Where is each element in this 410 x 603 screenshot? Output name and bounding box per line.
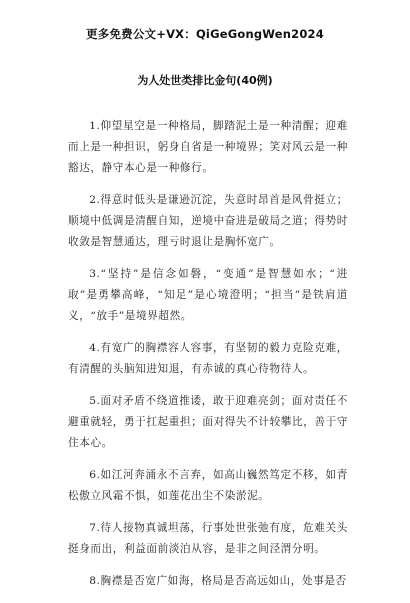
paragraph-3: 3.“坚持”是信念如磐，“变通”是智慧如水；“进取”是勇攀高峰，“知足”是心境澄明；“担当”是铁肩道义，“放手”是境界超然。 <box>68 268 348 322</box>
document-title: 为人处世类排比金句(40例) <box>137 74 273 87</box>
paragraph-2: 2.得意时低头是谦逊沉淀，失意时昂首是风骨挺立；顺境中低调是清醒自知，逆境中奋进是破局之道；得势时收敛是智慧通达，理亏时退让是胸怀宽广。 <box>68 194 348 248</box>
paragraph-1: 1.仰望星空是一种格局，脚踏泥土是一种清醒；迎难而上是一种担识，躬身自省是一种境界；笑对风云是一种豁达，静守本心是一种修行。 <box>68 120 348 174</box>
promo-header: 更多免费公文+VX：QiGeGongWen2024 <box>86 27 324 41</box>
paragraph-8: 8.胸襟是否宽广如海，格局是否高远如山，处事是否 <box>89 575 347 587</box>
paragraph-6: 6.如江河奔涌永不言弃，如高山巍然笃定不移，如青松傲立风霜不惧，如莲花出尘不染淤泥。 <box>68 469 348 502</box>
paragraph-7: 7.待人接物真诚坦荡，行事处世张弛有度，危难关头挺身而出，利益面前淡泊从容，是非之间泾渭分明。 <box>68 522 348 555</box>
paragraph-4: 4.有宽广的胸襟容人容事，有坚韧的毅力克险克难，有清醒的头脑知进知退，有赤诚的真心待物待人。 <box>68 342 348 375</box>
document-body <box>68 116 348 603</box>
paragraph-5: 5.面对矛盾不绕道推诿，敢于迎难亮剑；面对责任不避重就轻，勇于扛起重担；面对得失不计较攀比，善于守住本心。 <box>68 395 348 449</box>
